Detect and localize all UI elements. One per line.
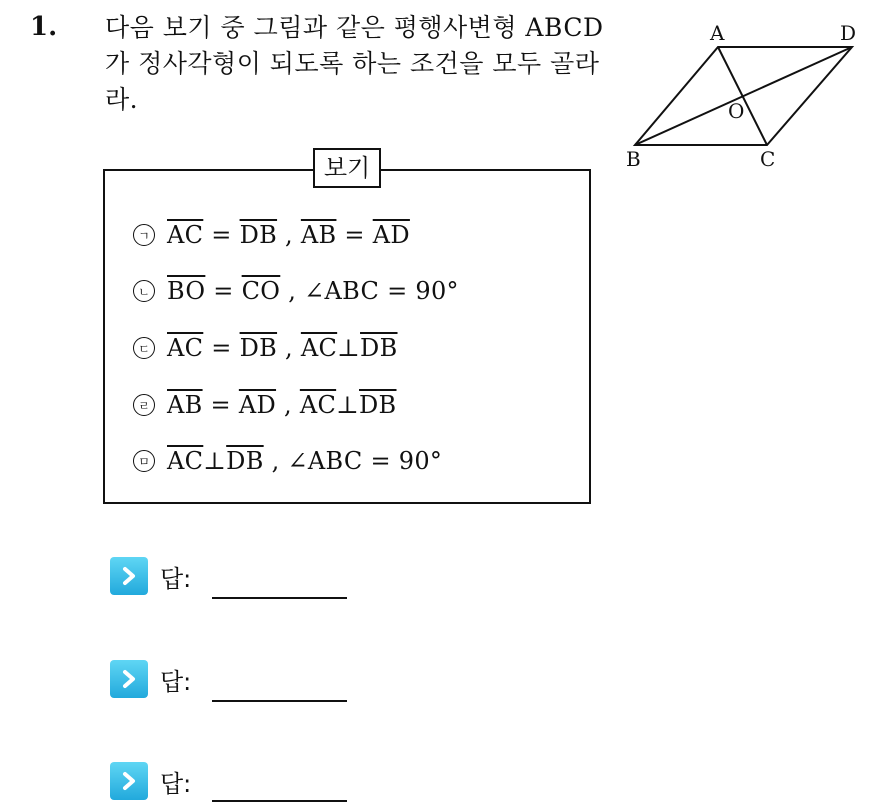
label-a: A (710, 21, 725, 45)
expression-text: ⊥ (337, 334, 361, 362)
condition-expression (167, 277, 459, 305)
expression-text: = (203, 221, 240, 249)
expression-text: ⊥ (203, 447, 227, 475)
answer-blank-3[interactable] (212, 800, 347, 802)
condition-item (133, 385, 397, 425)
segment-label: $\overline{BO}$ (167, 277, 206, 305)
expression-text: , (277, 221, 301, 249)
segment-label: $\overline{AC}$ (167, 447, 204, 475)
bogi-title: 보기 (313, 148, 381, 188)
answer-row (110, 660, 191, 698)
condition-marker: ㄴ (133, 280, 155, 302)
segment-label: $\overline{DB}$ (360, 334, 398, 362)
answer-blank-2[interactable] (212, 700, 347, 702)
expression-text: , ∠ABC = 90° (280, 277, 459, 305)
answer-label: 답: (160, 564, 192, 593)
segment-label: $\overline{AD}$ (372, 221, 410, 249)
expression-text: = (336, 221, 373, 249)
segment-label: $\overline{AC}$ (167, 221, 204, 249)
answer-blank-1[interactable] (212, 597, 347, 599)
chevron-right-icon (110, 660, 148, 698)
condition-expression (167, 447, 442, 475)
segment-label: $\overline{AC}$ (299, 391, 337, 419)
expression-text: = (202, 391, 239, 419)
condition-item (133, 271, 459, 311)
expression-text: = (203, 334, 240, 362)
segment-label: $\overline{CO}$ (241, 277, 281, 305)
label-b: B (626, 147, 641, 171)
segment-label: $\overline{AB}$ (167, 391, 203, 419)
label-d: D (840, 21, 857, 45)
expression-text: , (277, 334, 301, 362)
expression-text: , ∠ABC = 90° (263, 447, 443, 475)
condition-marker: ㄱ (133, 224, 155, 246)
condition-marker: ㄹ (133, 394, 155, 416)
question-text: 다음 보기 중 그림과 같은 평행사변형 ABCD 가 정사각형이 되도록 하는 조건을 모두 골라라. (105, 13, 604, 114)
condition-item (133, 215, 410, 255)
label-c: C (760, 147, 776, 171)
answer-row (110, 762, 191, 800)
answer-row (110, 557, 191, 595)
expression-text: ⊥ (336, 391, 360, 419)
segment-label: $\overline{DB}$ (226, 447, 264, 475)
segment-label: $\overline{AD}$ (238, 391, 277, 419)
condition-marker: ㅁ (133, 450, 155, 472)
condition-expression (167, 221, 410, 249)
condition-item (133, 441, 442, 481)
segment-label: $\overline{DB}$ (239, 221, 278, 249)
parallelogram-figure (620, 18, 884, 178)
segment-label: $\overline{DB}$ (239, 334, 278, 362)
segment-label: $\overline{DB}$ (359, 391, 397, 419)
label-o: O (728, 99, 745, 123)
diagonal-bd (635, 47, 852, 145)
answer-label: 답: (160, 769, 192, 798)
condition-expression (167, 391, 397, 419)
condition-expression (167, 334, 398, 362)
chevron-right-icon (110, 557, 148, 595)
chevron-right-icon (110, 762, 148, 800)
condition-item (133, 328, 398, 368)
segment-label: $\overline{AB}$ (300, 221, 337, 249)
answer-label: 답: (160, 667, 192, 696)
expression-text: , (276, 391, 300, 419)
segment-label: $\overline{AC}$ (167, 334, 204, 362)
segment-label: $\overline{AC}$ (300, 334, 338, 362)
question-number: 1. (30, 12, 58, 42)
expression-text: = (205, 277, 242, 305)
condition-marker: ㄷ (133, 337, 155, 359)
